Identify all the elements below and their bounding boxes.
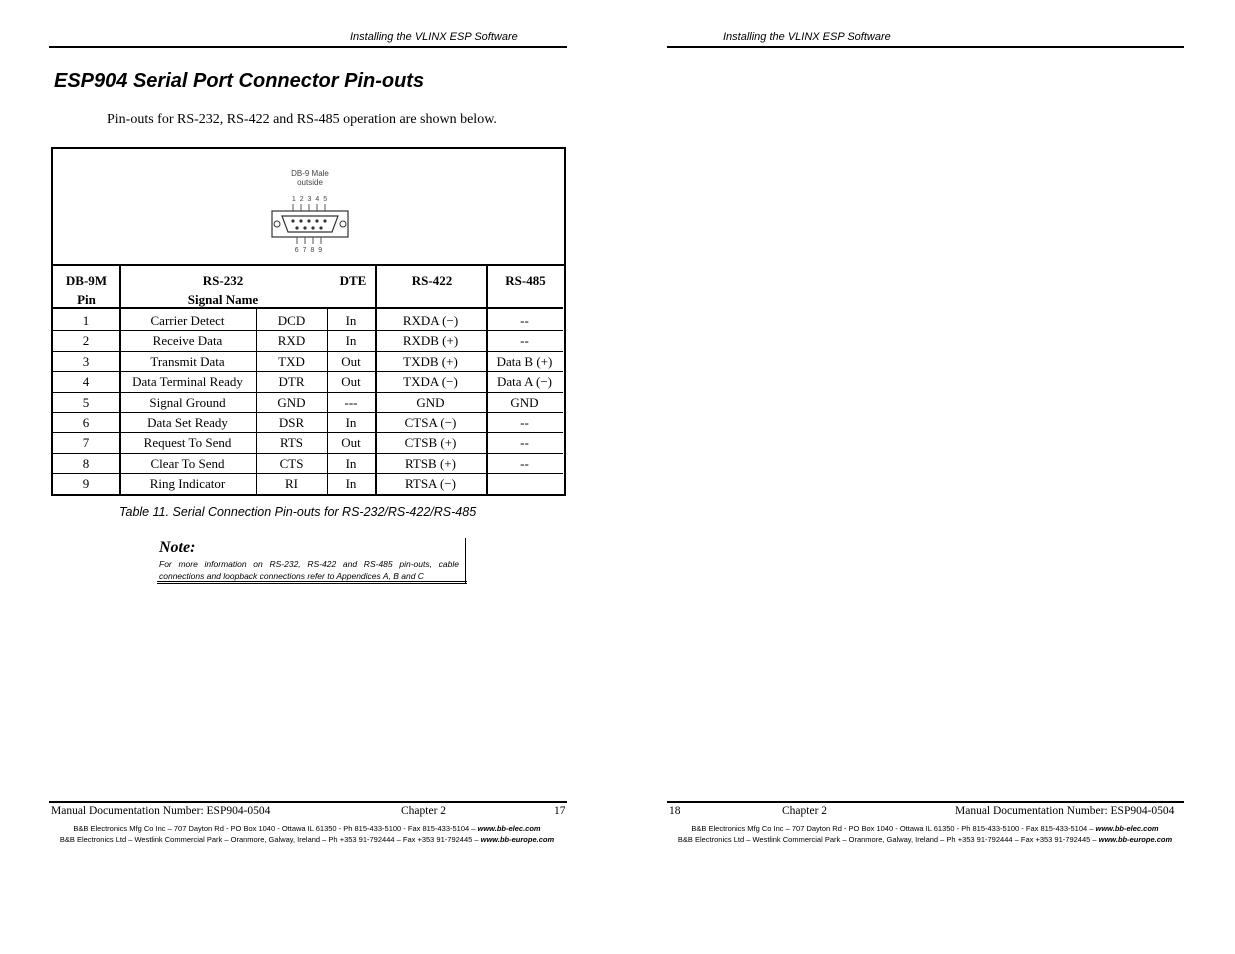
page-header: Installing the VLINX ESP Software [723,31,891,43]
db9-connector-icon [53,149,563,264]
cell-signal-name: Transmit Data [150,353,225,369]
cell-signal-name: Data Terminal Ready [132,374,243,390]
cell-abbr: DSR [278,415,305,430]
cell-pin: 7 [82,435,90,451]
header-rule [667,46,1184,48]
cell-signal-name: Ring Indicator [149,476,226,492]
cell-rs485: Data A (−) [497,374,552,390]
cell-rs485: -- [520,415,529,430]
pinout-table [51,147,566,496]
cell-rs422: GND [416,394,445,410]
cell-dte-direction: In [345,313,357,328]
page-header: Installing the VLINX ESP Software [350,31,518,43]
col-header-signal-name: Signal Name [187,292,259,307]
col-header-rs422: RS-422 [411,273,453,288]
cell-dte-direction: --- [344,394,358,410]
footer-address-eu: B&B Electronics Ltd – Westlink Commercial Park – Oranmore, Galway, Ireland – Ph +353 91-792444 – Fax +353 91-792445 – www.bb-europe.com [59,835,555,844]
intro-paragraph: Pin-outs for RS-232, RS-422 and RS-485 operation are shown below. [107,112,497,127]
cell-rs422: RTSB (+) [405,455,456,471]
cell-abbr: DCD [277,313,306,328]
table-caption: Table 11. Serial Connection Pin-outs for RS-232/RS-422/RS-485 [119,505,477,519]
col-header-rs232: RS-232 [202,273,244,288]
cell-rs422: RXDA (−) [402,313,459,328]
diagram-label-2: outside [297,178,323,187]
footer-doc-number: Manual Documentation Number: ESP904-0504 [51,805,271,817]
left-page [0,0,617,954]
cell-rs422: TXDB (+) [403,353,458,369]
cell-pin: 4 [82,374,90,390]
footer-address-us: B&B Electronics Mfg Co Inc – 707 Dayton Rd - PO Box 1040 - Ottawa IL 61350 - Ph 815-433-5100 - Fax 815-433-5104 – www.bb-elec.com [73,824,541,833]
footer-rule [667,801,1184,803]
note-text: For more information on RS-232, RS-422 and RS-485 pin-outs, cable connections and loopback connections refer to Appendices A, B and C [159,559,459,581]
cell-dte-direction: Out [341,435,361,451]
footer-address-us: B&B Electronics Mfg Co Inc – 707 Dayton Rd - PO Box 1040 - Ottawa IL 61350 - Ph 815-433-5100 - Fax 815-433-5104 – www.bb-elec.com [691,824,1159,833]
cell-signal-name: Clear To Send [150,455,225,471]
note-title: Note: [159,539,196,556]
cell-rs422: RXDB (+) [402,333,459,349]
right-page [617,0,1235,954]
cell-rs422: TXDA (−) [403,374,458,390]
cell-dte-direction: In [345,455,357,471]
cell-signal-name: Receive Data [152,333,223,349]
diagram-label-1: DB-9 Male [291,169,329,178]
footer-address-eu: B&B Electronics Ltd – Westlink Commercial Park – Oranmore, Galway, Ireland – Ph +353 91-792444 – Fax +353 91-792445 – www.bb-europe.com [677,835,1173,844]
cell-dte-direction: In [345,476,357,492]
cell-signal-name: Carrier Detect [150,313,225,328]
cell-rs485: -- [520,455,529,471]
db9-diagram [53,149,564,266]
cell-signal-name: Signal Ground [149,394,226,410]
cell-signal-name: Data Set Ready [147,415,228,430]
cell-dte-direction: In [345,415,357,430]
cell-rs485: GND [510,394,539,410]
cell-abbr: TXD [278,353,305,369]
footer-page-number: 17 [554,805,566,817]
cell-pin: 1 [82,313,90,328]
header-rule [49,46,567,48]
cell-rs422: CTSB (+) [404,435,457,451]
footer-rule [49,801,567,803]
cell-pin: 9 [82,476,90,492]
section-title: ESP904 Serial Port Connector Pin-outs [54,70,425,92]
diagram-top-pins: 1 2 3 4 5 [291,196,329,203]
cell-dte-direction: Out [341,374,361,390]
cell-abbr: RTS [279,435,304,451]
cell-rs422: CTSA (−) [404,415,457,430]
cell-signal-name: Request To Send [143,435,232,451]
cell-pin: 8 [82,455,90,471]
cell-pin: 5 [82,394,90,410]
cell-dte-direction: Out [341,353,361,369]
cell-rs485: Data B (+) [496,353,553,369]
footer-page-number: 18 [669,805,681,817]
note-box [157,538,466,584]
col-header-db9m: DB-9M [65,273,108,288]
cell-pin: 2 [82,333,90,349]
cell-pin: 6 [82,415,90,430]
col-header-rs485: RS-485 [505,273,546,288]
cell-abbr: GND [277,394,306,410]
footer-chapter: Chapter 2 [782,805,828,817]
cell-rs422: RTSA (−) [405,476,456,492]
col-header-pin: Pin [77,292,96,307]
cell-rs485: -- [520,313,529,328]
col-header-dte: DTE [339,273,367,288]
footer-doc-number: Manual Documentation Number: ESP904-0504 [955,805,1175,817]
footer-chapter: Chapter 2 [401,805,447,817]
diagram-bottom-pins: 6 7 8 9 [294,247,324,254]
cell-abbr: DTR [278,374,305,390]
cell-abbr: RI [285,476,298,492]
cell-abbr: RXD [277,333,306,349]
cell-dte-direction: In [345,333,357,349]
cell-rs485: -- [520,333,529,349]
cell-abbr: CTS [279,455,304,471]
cell-rs485: -- [520,435,529,451]
cell-pin: 3 [82,353,90,369]
